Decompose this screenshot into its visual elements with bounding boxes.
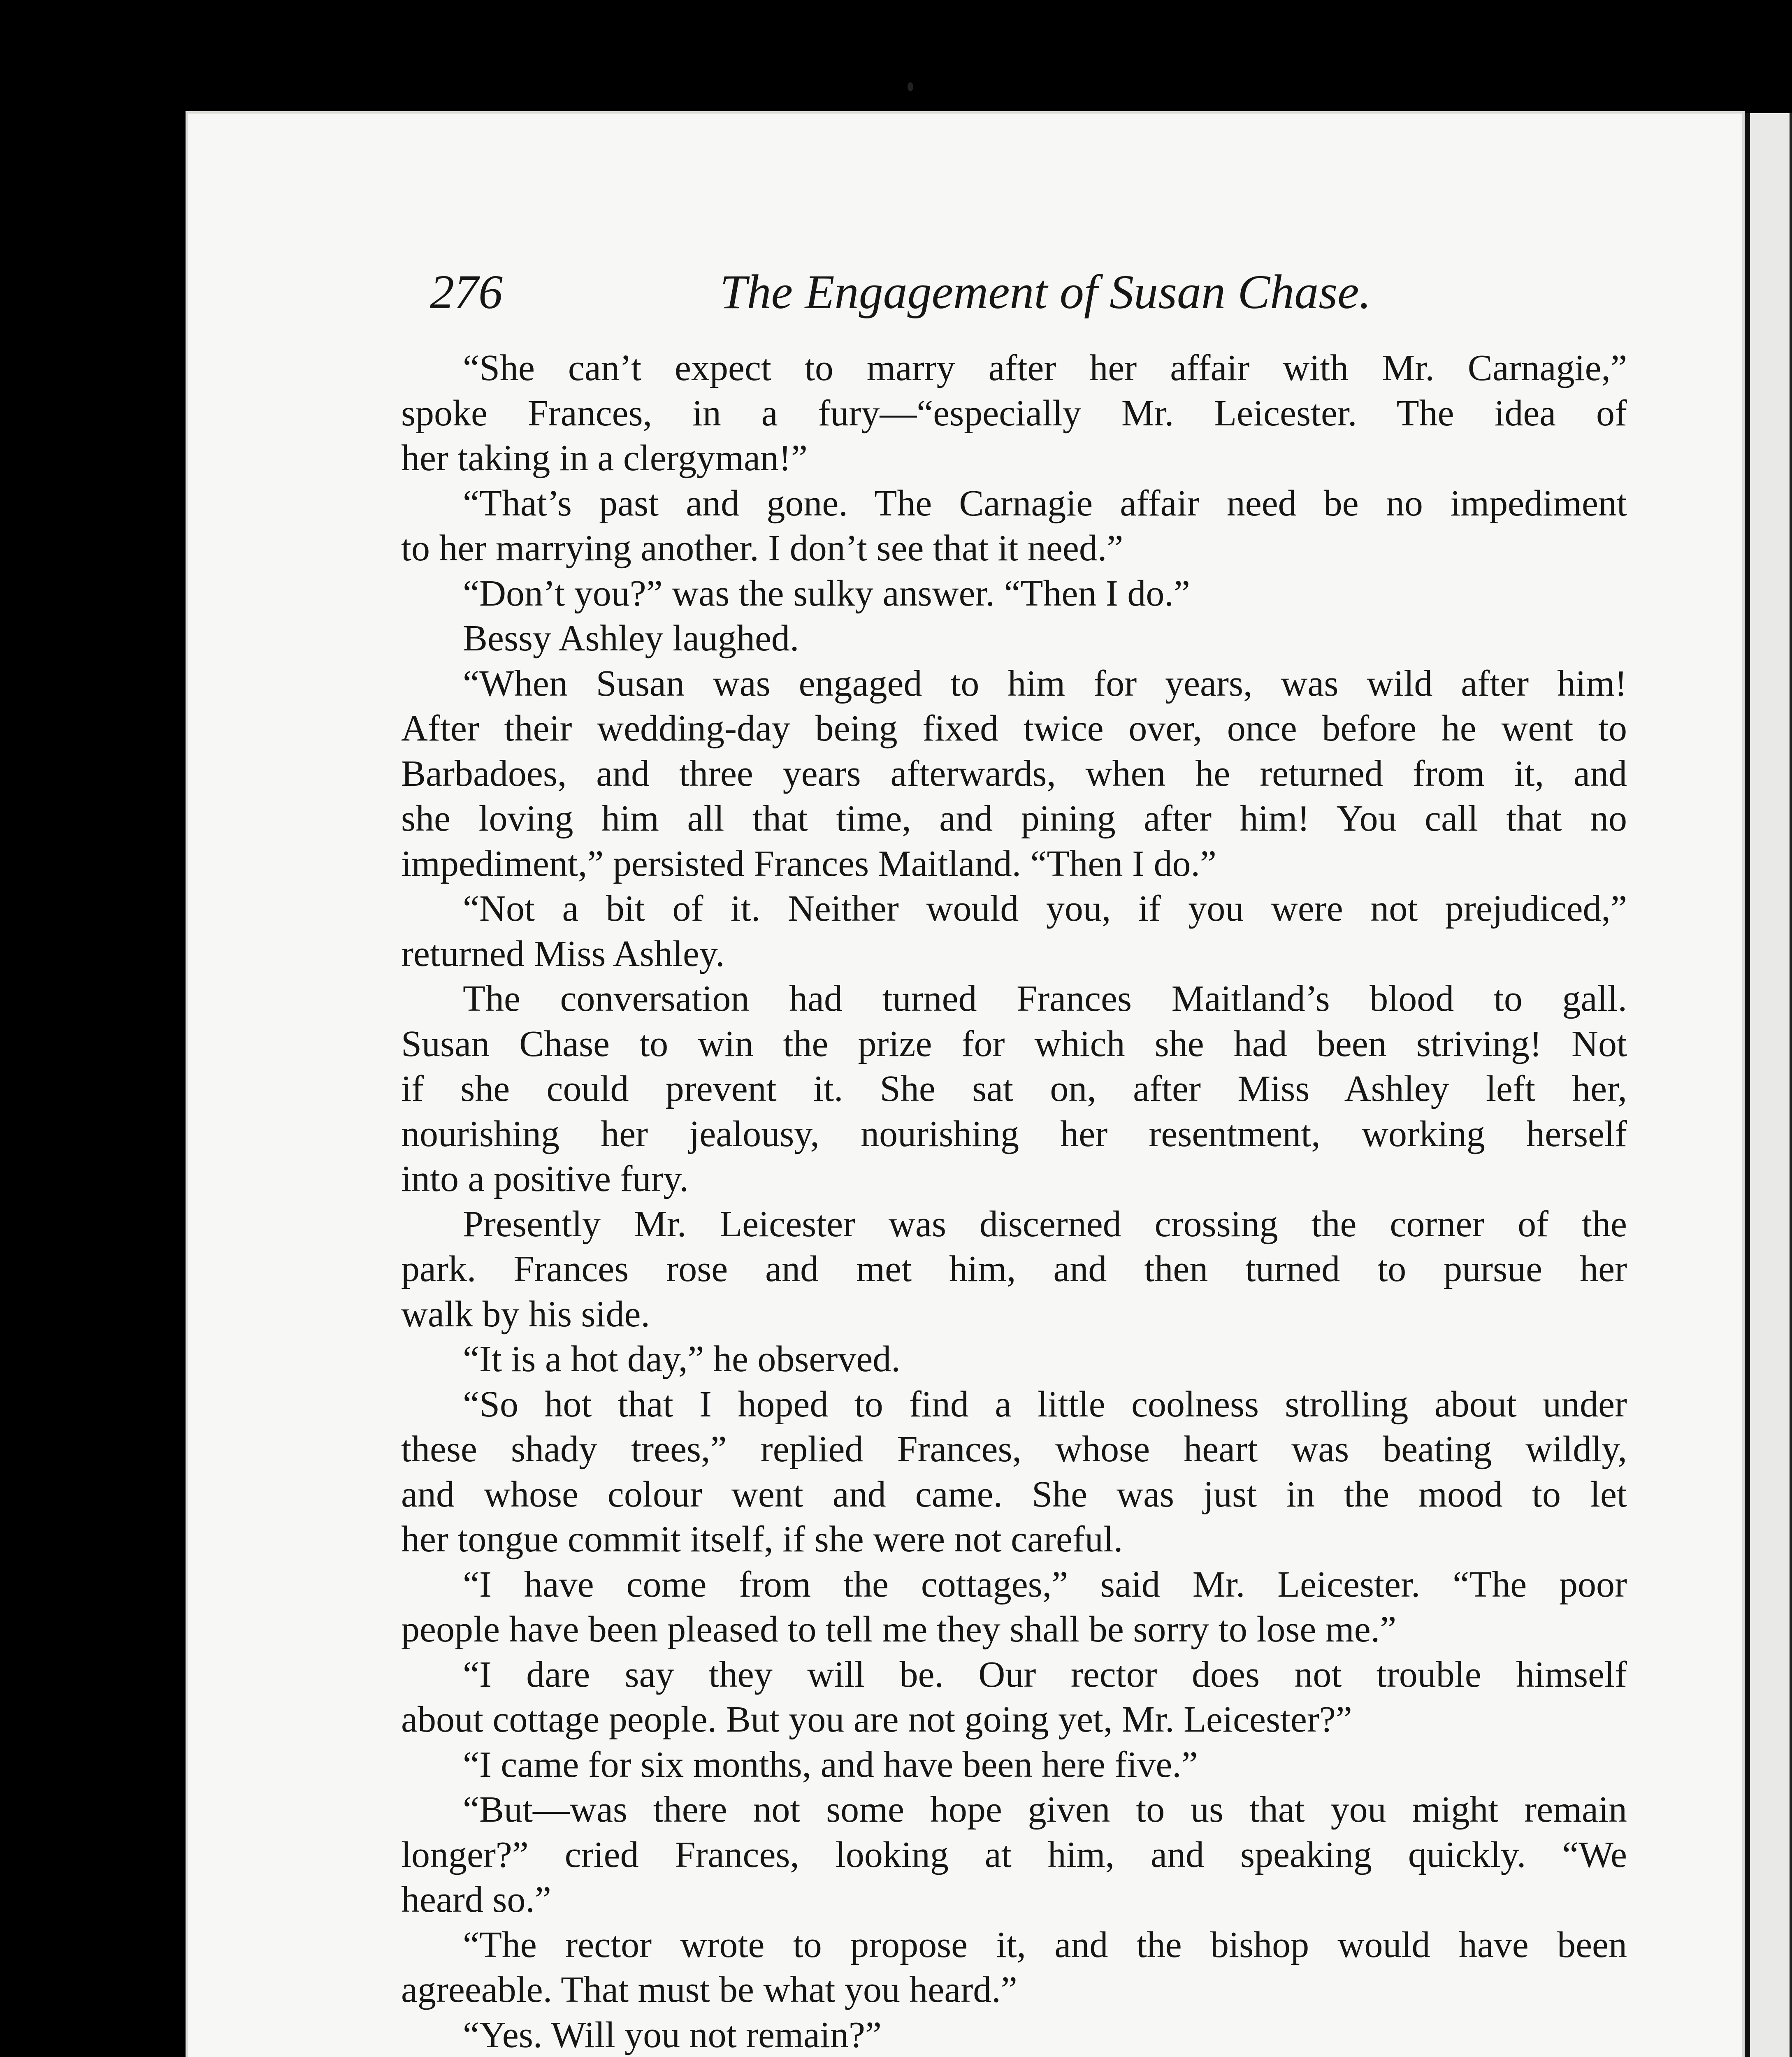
text-line: agreeable. That must be what you heard.”: [401, 1969, 1017, 2010]
text-line: people have been pleased to tell me they shall be sorry to lose me.”: [401, 1609, 1397, 1650]
text-line: “So hot that I hoped to find a little coolness strolling about under: [463, 1384, 1627, 1425]
text-line: “I came for six months, and have been here five.”: [463, 1744, 1198, 1785]
text-line: “She can’t expect to marry after her affair with Mr. Carnagie,”: [463, 348, 1627, 388]
text-line: to her marrying another. I don’t see that it need.”: [401, 528, 1123, 569]
text-line: “I dare say they will be. Our rector does not trouble himself: [463, 1654, 1627, 1695]
text-line: impediment,” persisted Frances Maitland. “Then I do.”: [401, 843, 1216, 884]
running-title: The Engagement of Susan Chase.: [720, 265, 1372, 319]
text-line: into a positive fury.: [401, 1159, 689, 1199]
text-line: “The rector wrote to propose it, and the bishop would have been: [463, 1924, 1627, 1965]
text-line: Susan Chase to win the prize for which she had been striving! Not: [401, 1023, 1627, 1064]
text-line: heard so.”: [401, 1879, 551, 1920]
running-head: [430, 257, 1372, 327]
text-line: “Not a bit of it. Neither would you, if you were not prejudiced,”: [463, 888, 1627, 929]
text-line: longer?” cried Frances, looking at him, and speaking quickly. “We: [401, 1834, 1627, 1875]
text-line: nourishing her jealousy, nourishing her resentment, working herself: [401, 1113, 1627, 1154]
text-line: “That’s past and gone. The Carnagie affair need be no impediment: [463, 483, 1627, 524]
text-line: about cottage people. But you are not going yet, Mr. Leicester?”: [401, 1699, 1352, 1740]
text-line: and whose colour went and came. She was just in the mood to let: [401, 1474, 1627, 1515]
text-line: Bessy Ashley laughed.: [463, 618, 799, 659]
text-line: these shady trees,” replied Frances, whose heart was beating wildly,: [401, 1429, 1627, 1470]
text-line: “I have come from the cottages,” said Mr. Leicester. “The poor: [463, 1564, 1627, 1605]
text-line: “It is a hot day,” he observed.: [463, 1339, 901, 1379]
text-line: park. Frances rose and met him, and then turned to pursue her: [401, 1249, 1627, 1289]
text-line: her tongue commit itself, if she were not careful.: [401, 1519, 1123, 1560]
text-line: her taking in a clergyman!”: [401, 438, 808, 478]
text-line: Presently Mr. Leicester was discerned crossing the corner of the: [463, 1203, 1627, 1244]
facing-page-edge: [1748, 113, 1792, 2057]
facing-page-border: [1790, 113, 1792, 2057]
text-line: returned Miss Ashley.: [401, 933, 725, 974]
text-line: “But—was there not some hope given to us that you might remain: [463, 1789, 1627, 1830]
text-line: “When Susan was engaged to him for years, was wild after him!: [463, 663, 1627, 704]
text-line: “Don’t you?” was the sulky answer. “Then I do.”: [463, 573, 1190, 614]
text-line: spoke Frances, in a fury—“especially Mr. Leicester. The idea of: [401, 392, 1627, 434]
text-line: if she could prevent it. She sat on, after Miss Ashley left her,: [401, 1068, 1627, 1109]
text-line: “Yes. Will you not remain?”: [463, 2014, 882, 2055]
text-line: walk by his side.: [401, 1293, 650, 1335]
scan-speck: [908, 82, 913, 91]
text-line: Barbadoes, and three years afterwards, when he returned from it, and: [401, 753, 1627, 794]
text-line: she loving him all that time, and pining after him! You call that no: [401, 798, 1627, 839]
body-text: [401, 346, 1627, 2057]
page-number: 276: [430, 265, 503, 319]
text-line: The conversation had turned Frances Maitland’s blood to gall.: [463, 978, 1627, 1019]
text-line: After their wedding-day being fixed twice over, once before he went to: [401, 708, 1627, 749]
